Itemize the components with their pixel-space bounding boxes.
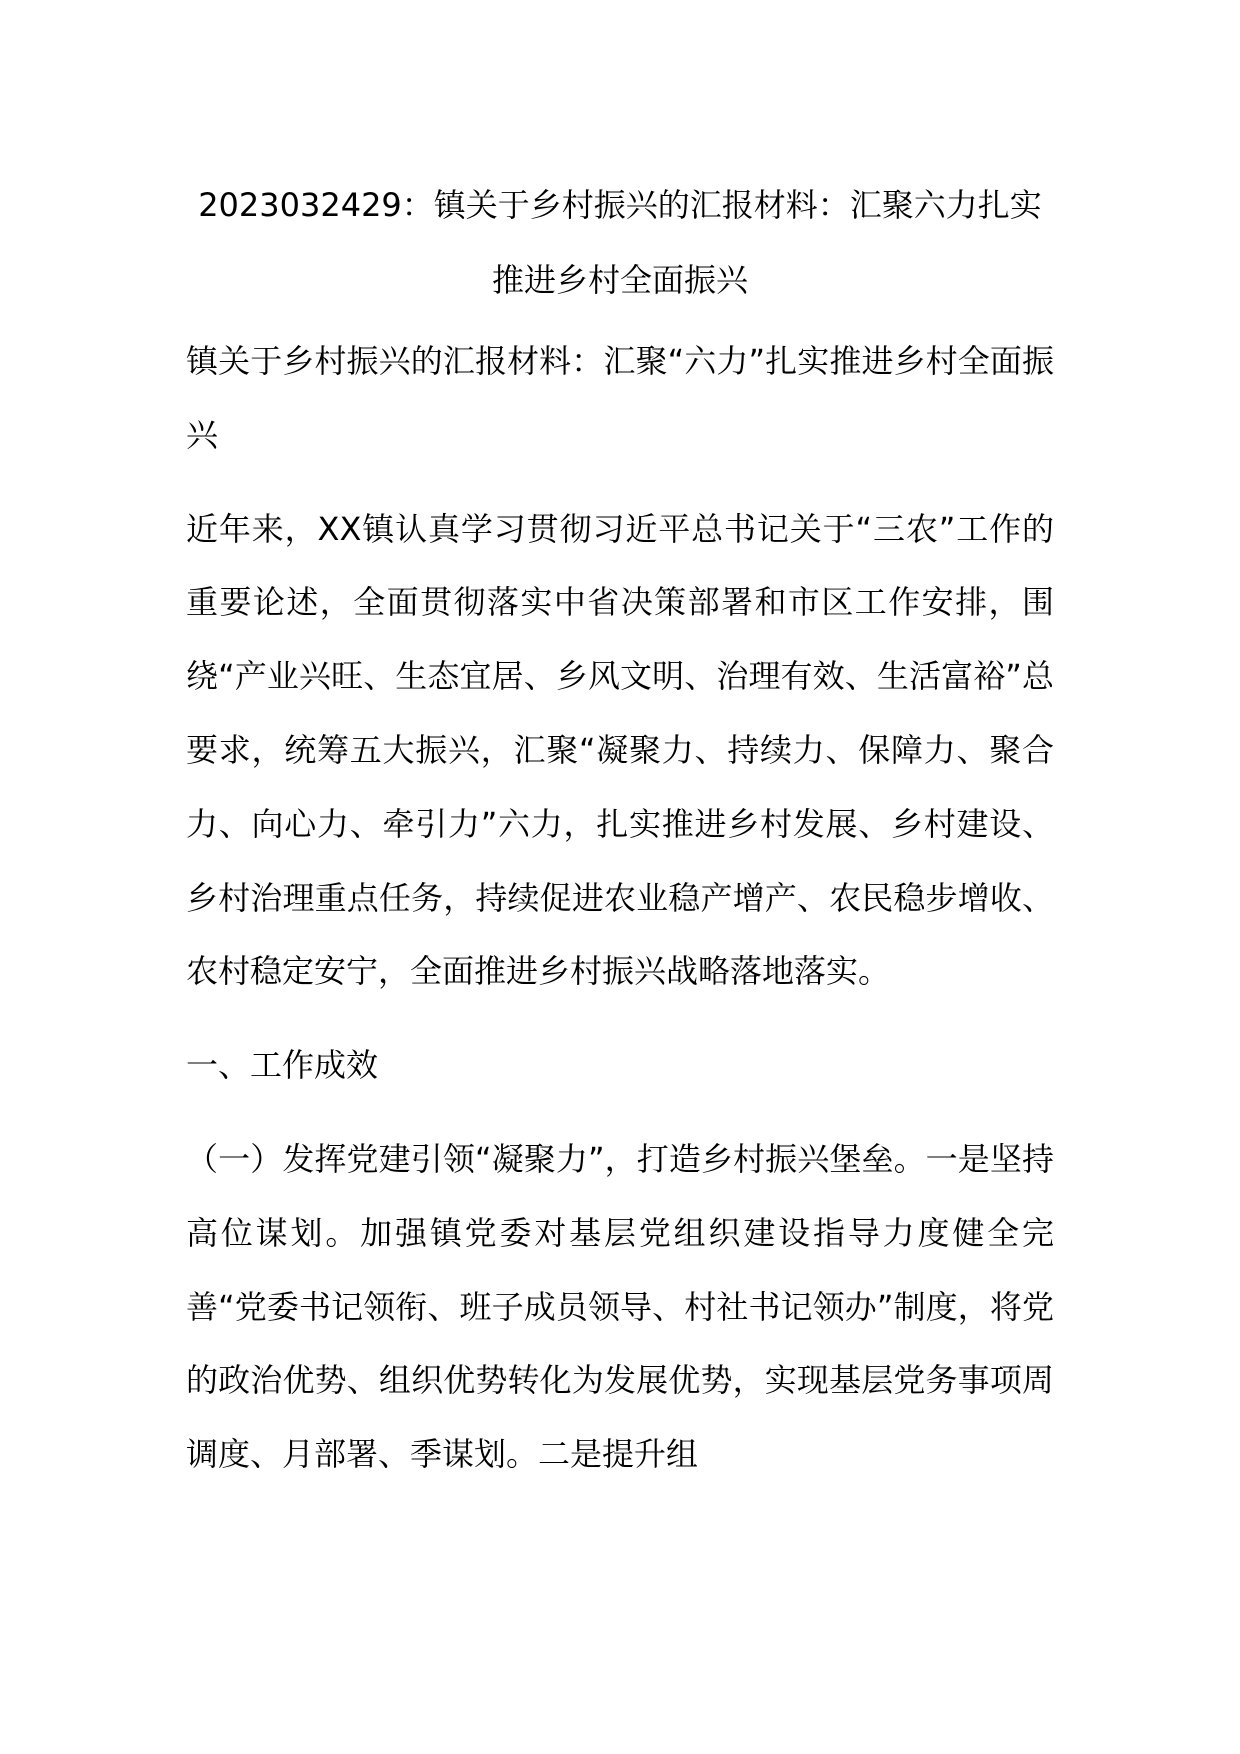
document-body xyxy=(186,325,1054,1492)
subtitle-paragraph: 镇关于乡村振兴的汇报材料：汇聚“六力”扎实推进乡村全面振兴 xyxy=(186,342,1054,454)
intro-paragraph: 近年来，XX镇认真学习贯彻习近平总书记关于“三农”工作的重要论述，全面贯彻落实中省决策部署和市区工作安排，围绕“产业兴旺、生态宜居、乡风文明、治理有效、生活富裕”总要求，统筹五大振兴，汇聚“凝聚力、持续力、保障力、聚合力、向心力、牵引力”六力，扎实推进乡村发展、乡村建设、乡村治理重点任务，持续促进农业稳产增产、农民稳步增收、农村稳定安宁，全面推进乡村振兴战略落地落实。 xyxy=(186,509,1054,991)
section-heading: 一、工作成效 xyxy=(186,1046,379,1085)
section-paragraph: （一）发挥党建引领“凝聚力”，打造乡村振兴堡垒。一是坚持高位谋划。加强镇党委对基层党组织建设指导力度健全完善“党委书记领衔、班子成员领导、村社书记领办”制度，将党的政治优势、组织优势转化为发展优势，实现基层党务事项周调度、月部署、季谋划。二是提升组 xyxy=(186,1139,1054,1474)
document-title: 2023032429：镇关于乡村振兴的汇报材料：汇聚六力扎实推进乡村全面振兴 xyxy=(198,186,1042,299)
